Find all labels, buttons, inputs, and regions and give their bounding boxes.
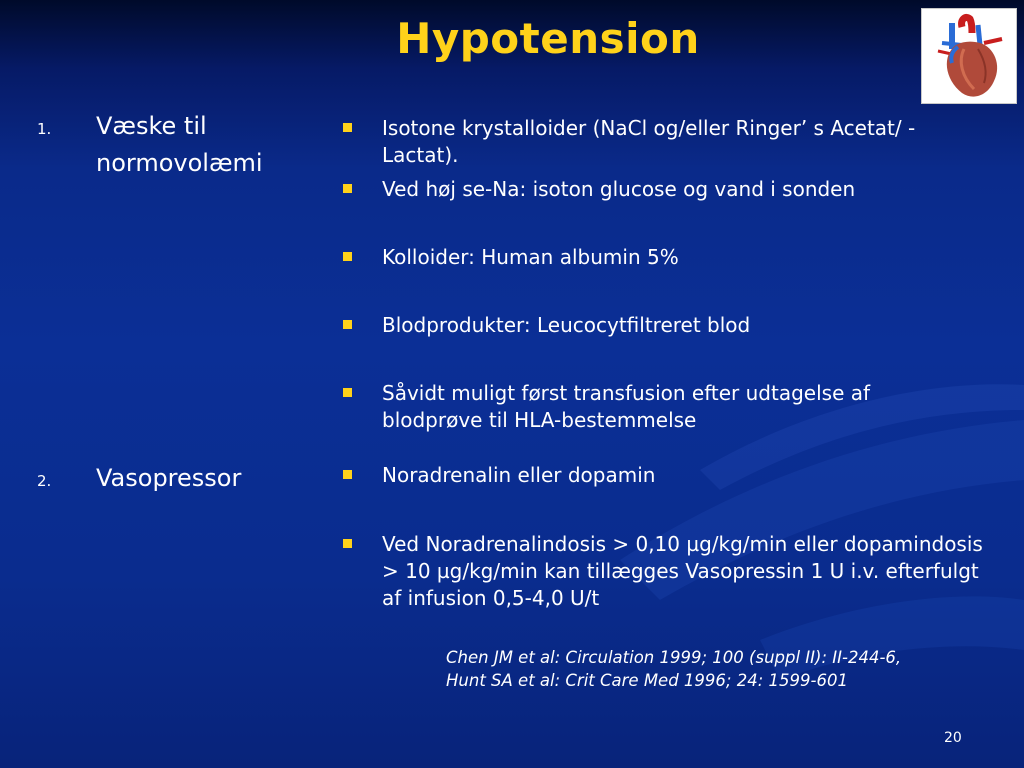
square-bullet-icon xyxy=(343,388,352,397)
heart-image xyxy=(921,8,1017,104)
citation-line-1: Chen JM et al: Circulation 1999; 100 (suppl II): II-244-6, xyxy=(446,648,902,667)
square-bullet-icon xyxy=(343,184,352,193)
square-bullet-icon xyxy=(343,539,352,548)
bullet-text: Ved høj se-Na: isoton glucose og vand i sonden xyxy=(382,177,856,201)
square-bullet-icon xyxy=(343,252,352,261)
bullet-text: Isotone krystalloider (NaCl og/eller Ringer’ s Acetat/ -Lactat). xyxy=(382,116,916,167)
bullet-text: Såvidt muligt først transfusion efter udtagelse af blodprøve til HLA-bestemmelse xyxy=(382,381,871,432)
bullet-text: Kolloider: Human albumin 5% xyxy=(382,245,679,269)
section-1-number: 1. xyxy=(37,120,52,138)
bullet-text: Ved Noradrenalindosis > 0,10 µg/kg/min eller dopamindosis > 10 µg/kg/min kan tillægges Vasopressin 1 U i.v. efterfulgt af infusion 0,5-4,0 U/t xyxy=(382,532,983,610)
square-bullet-icon xyxy=(343,470,352,479)
heart-illustration-icon xyxy=(922,9,1016,103)
section-1-heading-line1: Væske til xyxy=(96,112,207,140)
section-2-number: 2. xyxy=(37,472,52,490)
bullet-text: Noradrenalin eller dopamin xyxy=(382,463,656,487)
square-bullet-icon xyxy=(343,320,352,329)
section-1-heading-line2: normovolæmi xyxy=(96,149,263,177)
square-bullet-icon xyxy=(343,123,352,132)
slide-title: Hypotension xyxy=(396,14,700,63)
section-2-heading: Vasopressor xyxy=(96,464,242,492)
citation xyxy=(446,646,901,692)
bullet-text: Blodprodukter: Leucocytfiltreret blod xyxy=(382,313,751,337)
citation-line-2: Hunt SA et al: Crit Care Med 1996; 24: 1599-601 xyxy=(446,671,848,690)
page-number: 20 xyxy=(944,730,962,746)
